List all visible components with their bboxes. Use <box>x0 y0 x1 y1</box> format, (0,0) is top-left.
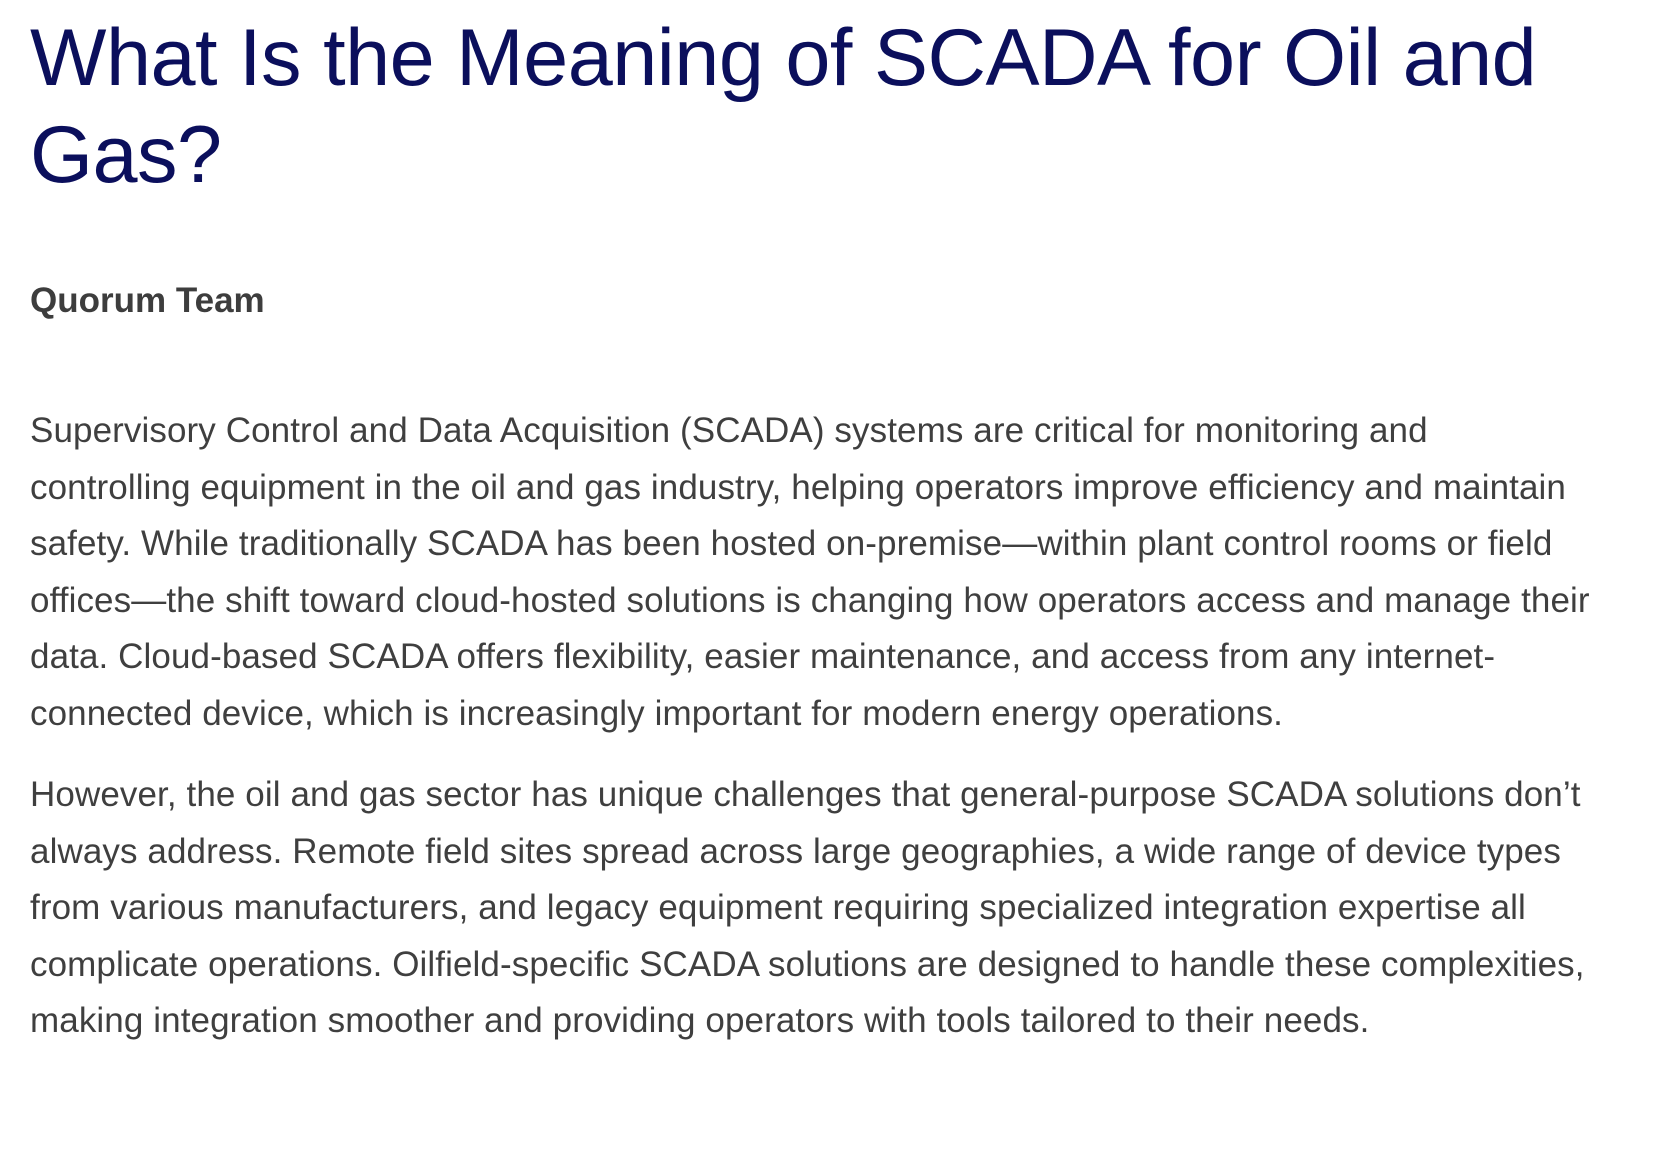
article <box>30 0 1590 1075</box>
article-paragraph: However, the oil and gas sector has unique challenges that general-purpose SCADA solutions don’t always address. Remote field sites spread across large geographies, a wide range of device types from various manufacturers, and legacy equipment requiring specialized integration expertise all complicate operations. Oilfield-specific SCADA solutions are designed to handle these complexities, making integration smoother and providing operators with tools tailored to their needs. <box>30 775 1585 1040</box>
page-title: What Is the Meaning of SCADA for Oil and Gas? <box>30 13 1537 200</box>
author-name: Quorum Team <box>30 281 265 320</box>
article-body <box>30 403 1590 1050</box>
article-paragraph: Supervisory Control and Data Acquisition (SCADA) systems are critical for monitoring and controlling equipment in the oil and gas industry, helping operators improve efficiency and maintain safety. While traditionally SCADA has been hosted on-premise—within plant control rooms or field offices—the shift toward cloud-hosted solutions is changing how operators access and manage their data. Cloud-based SCADA offers flexibility, easier maintenance, and access from any internet-connected device, which is increasingly important for modern energy operations. <box>30 411 1590 733</box>
